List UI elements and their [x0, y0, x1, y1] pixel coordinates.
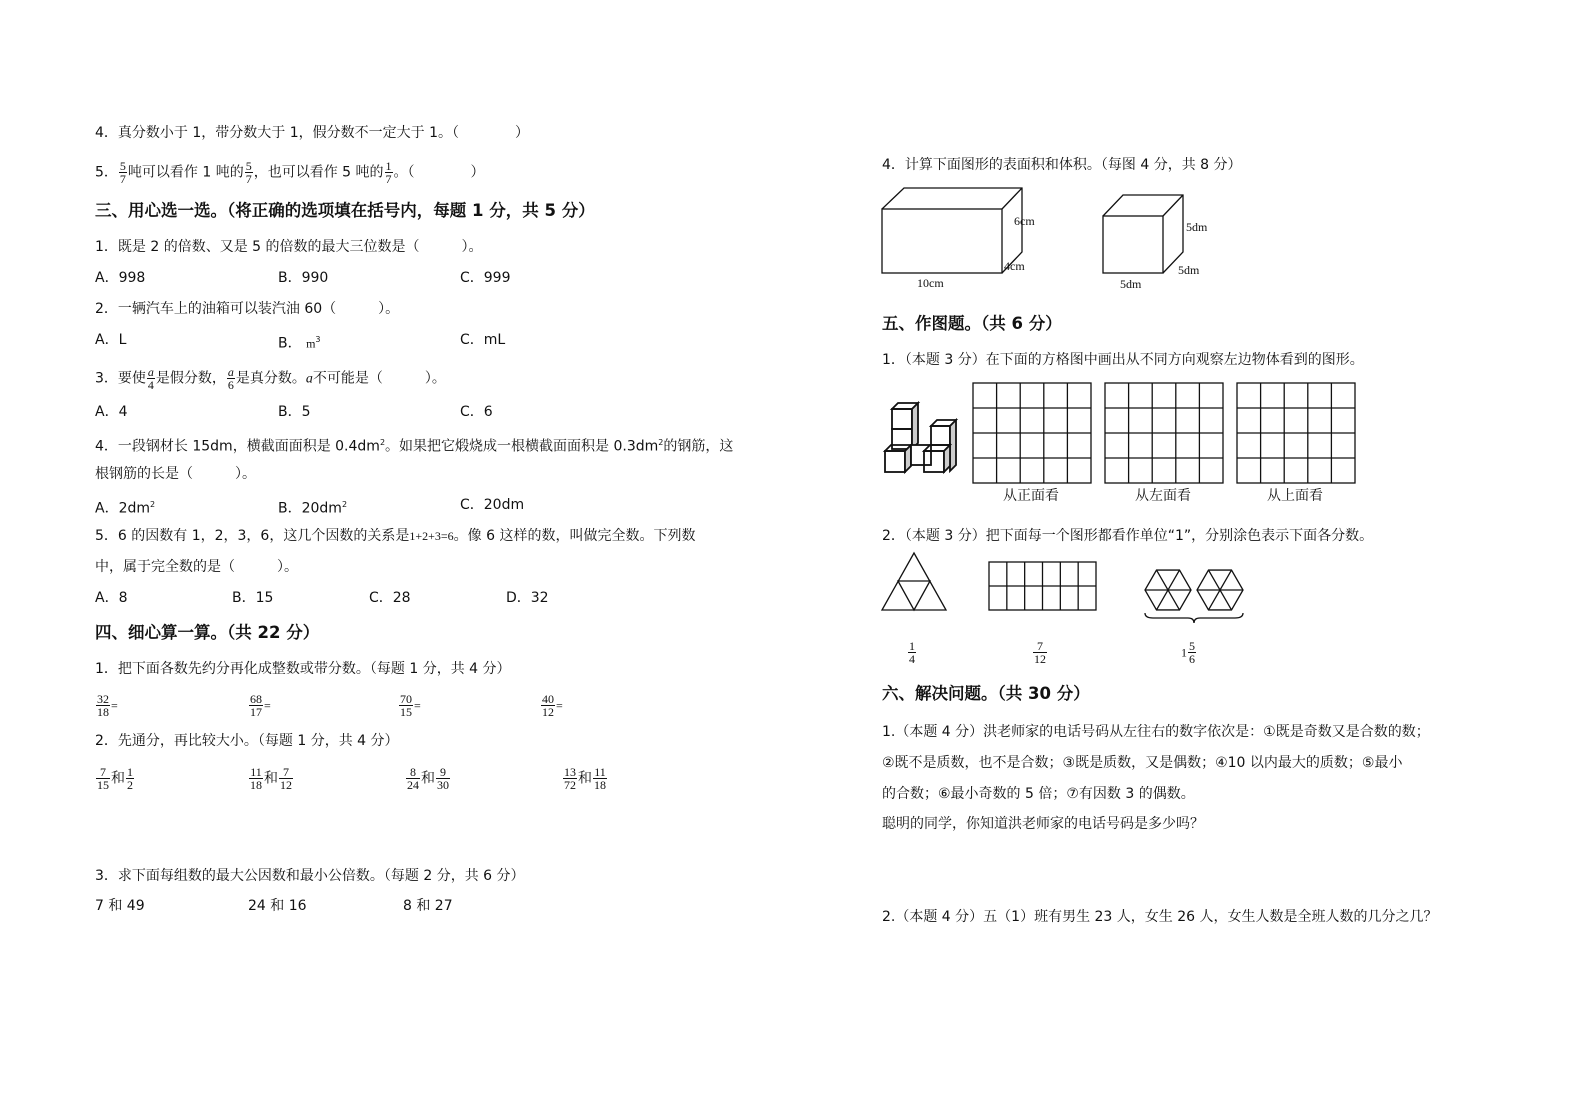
draw-q1: 1．（本题 3 分）在下面的方格图中画出从不同方向观察左边物体看到的图形。 — [882, 352, 1364, 368]
option-a: A．4 — [95, 404, 128, 420]
calc-q2: 2．先通分，再比较大小。（每题 1 分，共 4 分） — [95, 733, 399, 749]
fraction-compare-item: $\frac{8}{24}$ 和 $\frac{9}{30}$ — [407, 765, 449, 792]
fraction-item: $\frac{68}{17}$ = — [250, 692, 271, 719]
problem-1-line: ②既不是质数，也不是合数；③既是质数，又是偶数；④10 以内最大的质数；⑤最小 — [882, 755, 1403, 771]
fraction: $\frac{a}{6}$ — [227, 365, 234, 392]
problem-1-line: 聪明的同学，你知道洪老师家的电话号码是多少吗？ — [882, 816, 1204, 832]
judge-q4: 4．真分数小于 1，带分数大于 1，假分数不一定大于 1。（ ） — [95, 125, 529, 141]
text: 吨可以看作 1 吨的 — [127, 164, 244, 181]
square-grid — [1237, 383, 1355, 483]
problem-1-line: 的合数；⑥最小奇数的 5 倍；⑦有因数 3 的偶数。 — [882, 786, 1195, 802]
number-pair: 7 和 49 — [95, 898, 145, 914]
option-c: C．mL — [460, 332, 506, 348]
cube-height-label: 5dm — [1186, 220, 1208, 234]
option-a: A．$2dm^2$ — [95, 500, 156, 517]
cuboid-length-label: 10cm — [917, 276, 944, 290]
q-number: 5． — [95, 164, 118, 181]
grid-label-front: 从正面看 — [1003, 488, 1059, 504]
option-a: A．8 — [95, 590, 128, 606]
section-6-heading: 六、解决问题。（共 30 分） — [882, 684, 1090, 703]
calc-q1: 1．把下面各数先约分再化成整数或带分数。（每题 1 分，共 4 分） — [95, 661, 511, 677]
number-pair: 24 和 16 — [248, 898, 307, 914]
draw-q2: 2．（本题 3 分）把下面每一个图形都看作单位“1”，分别涂色表示下面各分数。 — [882, 528, 1374, 544]
option-c: C．28 — [369, 590, 411, 606]
fraction: $\frac{5}{7}$ — [245, 159, 252, 186]
option-b: B． $m^3$ — [278, 335, 321, 352]
hexagon-figures — [1145, 570, 1243, 610]
triangle-figure — [882, 553, 946, 610]
brace — [1145, 613, 1243, 623]
choice-q4-cont: 根钢筋的长是（ ）。 — [95, 466, 256, 482]
fraction: $\frac{5}{7}$ — [119, 159, 126, 186]
cuboid-width-label: 4cm — [1004, 259, 1025, 273]
option-d: D．32 — [506, 590, 549, 606]
option-b: B．$20dm^2$ — [278, 500, 348, 517]
option-a: A．998 — [95, 270, 146, 286]
hexagon — [1145, 570, 1191, 610]
problem-1-line: 1.（本题 4 分）洪老师家的电话号码从左往右的数字依次是：①既是奇数又是合数的数； — [882, 724, 1430, 740]
cube-figure — [1103, 195, 1183, 273]
fraction-item: $\frac{32}{18}$ = — [97, 692, 118, 719]
number-pair: 8 和 27 — [403, 898, 453, 914]
fraction-label: $\frac{1}{4}$ — [909, 639, 915, 666]
choice-q2: 2．一辆汽车上的油箱可以装汽油 60（ ）。 — [95, 301, 400, 317]
fraction: $\frac{a}{4}$ — [147, 365, 154, 392]
choice-q5: 5．6 的因数有 1，2，3，6，这几个因数的关系是1+2+3=6。像 6 这样的数，叫做完全数。下列数 — [95, 528, 696, 544]
cube-width-label: 5dm — [1178, 263, 1200, 277]
fraction-compare-item: $\frac{7}{15}$ 和 $\frac{1}{2}$ — [97, 765, 133, 792]
calc-q3: 3．求下面每组数的最大公因数和最小公倍数。（每题 2 分，共 6 分） — [95, 868, 525, 884]
choice-q5-cont: 中，属于完全数的是（ ）。 — [95, 559, 298, 575]
choice-q3: 3．要使 $\frac{a}{4}$ 是假分数， $\frac{a}{6}$ 是真分数。a不可能是（ ）。 — [95, 365, 446, 392]
cuboid-figure — [882, 188, 1022, 273]
judge-q5 — [95, 160, 485, 185]
calc-q4: 4．计算下面图形的表面积和体积。（每图 4 分，共 8 分） — [882, 157, 1242, 173]
problem-2: 2.（本题 4 分）五（1）班有男生 23 人，女生 26 人，女生人数是全班人数的几分之几？ — [882, 909, 1438, 925]
rectangle-grid-figure — [989, 562, 1096, 610]
fraction-item: $\frac{40}{12}$ = — [542, 692, 563, 719]
fraction: $\frac{1}{7}$ — [385, 159, 392, 186]
fraction-label: $\frac{7}{12}$ — [1034, 639, 1046, 666]
section-5-heading: 五、作图题。（共 6 分） — [882, 314, 1062, 333]
option-b: B．15 — [232, 590, 274, 606]
cuboid-height-label: 6cm — [1014, 214, 1035, 228]
square-grid — [973, 383, 1091, 483]
cube-length-label: 5dm — [1120, 277, 1142, 291]
text: 。（ ） — [393, 164, 485, 181]
option-a: A．L — [95, 332, 127, 348]
section-3-heading: 三、用心选一选。（将正确的选项填在括号内，每题 1 分，共 5 分） — [95, 201, 595, 220]
option-b: B．5 — [278, 404, 311, 420]
mixed-number-label: 1 $\frac{5}{6}$ — [1181, 639, 1195, 666]
grid-label-left: 从左面看 — [1135, 488, 1191, 504]
grid-label-top: 从上面看 — [1267, 488, 1323, 504]
fraction-compare-item: $\frac{13}{72}$ 和 $\frac{11}{18}$ — [564, 765, 606, 792]
choice-q1: 1．既是 2 的倍数、又是 5 的倍数的最大三位数是（ ）。 — [95, 239, 483, 255]
option-c: C．6 — [460, 404, 493, 420]
option-c: C．999 — [460, 270, 511, 286]
cube-stack-figure — [885, 403, 956, 472]
fraction-item: $\frac{70}{15}$ = — [400, 692, 421, 719]
text: ，也可以看作 5 吨的 — [253, 164, 384, 181]
option-b: B．990 — [278, 270, 329, 286]
fraction-compare-item: $\frac{11}{18}$ 和 $\frac{7}{12}$ — [250, 765, 292, 792]
section-4-heading: 四、细心算一算。（共 22 分） — [95, 623, 320, 642]
choice-q4: 4．一段钢材长 15dm，横截面面积是 $0.4dm^2$。如果把它煅烧成一根横截面面积是 $0.3dm^2$的钢筋，这 — [95, 438, 734, 455]
hexagon — [1197, 570, 1243, 610]
square-grid — [1105, 383, 1223, 483]
option-c: C．20dm — [460, 497, 525, 513]
